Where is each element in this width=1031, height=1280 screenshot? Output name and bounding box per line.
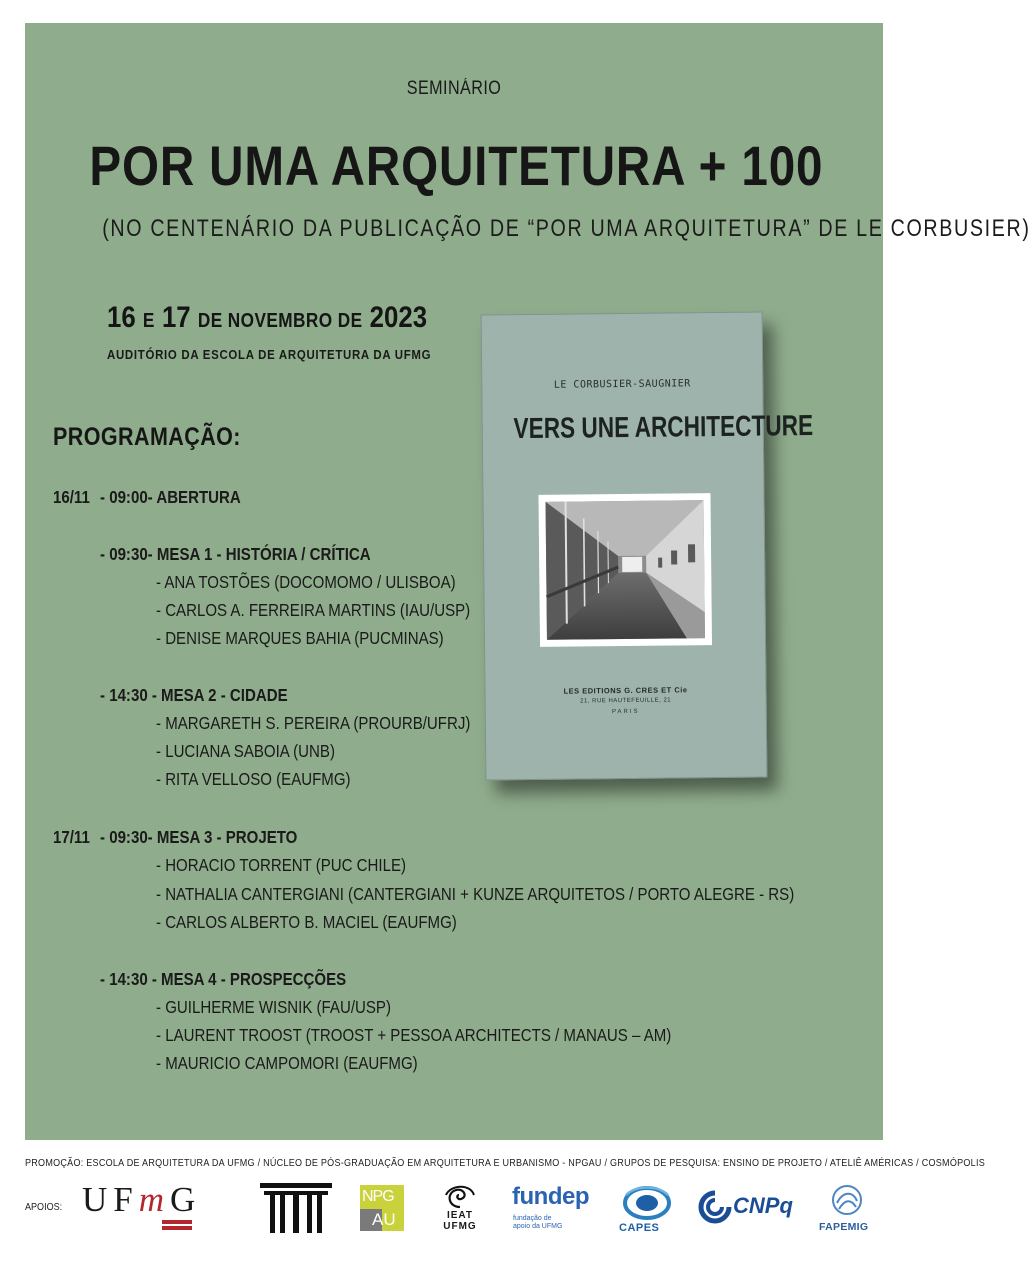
ufmg-letter: F <box>113 1180 139 1219</box>
day2-label: 17/11 <box>53 827 90 847</box>
date-day2: 17 <box>161 301 191 334</box>
ufmg-underline-mark <box>162 1218 192 1232</box>
fundep-subtitle-line: apoio da UFMG <box>513 1223 563 1230</box>
mesa2-speaker: - RITA VELLOSO (EAUFMG) <box>156 769 351 789</box>
poster-subtitle: (NO CENTENÁRIO DA PUBLICAÇÃO DE “POR UMA ARQUITETURA” DE LE CORBUSIER) <box>102 215 1031 242</box>
ieat-logo <box>440 1183 480 1235</box>
date-and: E <box>142 310 155 332</box>
mesa1-speaker: - DENISE MARQUES BAHIA (PUCMINAS) <box>156 628 444 648</box>
mesa4-speaker: - LAURENT TROOST (TROOST + PESSOA ARCHITECTS / MANAUS – AM) <box>156 1025 672 1045</box>
fundep-subtitle-line: fundação de <box>513 1215 552 1222</box>
ieat-spiral-icon <box>440 1183 480 1209</box>
capes-logo: CAPES <box>619 1222 660 1234</box>
promotion-line: PROMOÇÃO: ESCOLA DE ARQUITETURA DA UFMG / NÚCLEO DE PÓS-GRADUAÇÃO EM ARQUITETURA E URBANISMO - NPGAU / GRUPOS DE PESQUISA: ENSINO DE PROJETO / ATELIÊ AMÉRICAS / COSMÓPOLIS <box>25 1157 986 1169</box>
ufmg-letter: U <box>82 1180 114 1219</box>
book-title: VERS UNE ARCHITECTURE <box>513 410 814 446</box>
npgau-text-bottom: AU <box>372 1210 396 1229</box>
book-publisher: LES EDITIONS G. CRES ET Cie <box>563 685 688 696</box>
book-city: PARIS <box>611 708 640 716</box>
ufmg-logo <box>82 1180 201 1220</box>
mesa4-speaker: - MAURICIO CAMPOMORI (EAUFMG) <box>156 1053 418 1073</box>
mesa3-speaker: - HORACIO TORRENT (PUC CHILE) <box>156 855 407 875</box>
cnpq-logo: CNPq <box>733 1193 793 1218</box>
poster-title: POR UMA ARQUITETURA + 100 <box>89 134 824 197</box>
mesa2-speaker: - LUCIANA SABOIA (UNB) <box>156 741 335 761</box>
book-author: LE CORBUSIER-SAUGNIER <box>553 378 691 391</box>
book-address: 21, RUE HAUTEFEUILLE, 21 <box>580 697 672 705</box>
mesa1-title: - 09:30- MESA 1 - HISTÓRIA / CRÍTICA <box>100 544 371 564</box>
ufmg-letter: G <box>170 1180 202 1219</box>
opening-session: - 09:00- ABERTURA <box>100 487 241 507</box>
day1-label: 16/11 <box>53 487 90 507</box>
support-label: APOIOS: <box>25 1201 63 1213</box>
event-dates <box>107 301 427 335</box>
capes-emblem-icon <box>622 1183 672 1221</box>
mesa2-title: - 14:30 - MESA 2 - CIDADE <box>100 685 288 705</box>
program-heading: PROGRAMAÇÃO: <box>53 423 241 451</box>
mesa1-speaker: - ANA TOSTÕES (DOCOMOMO / ULISBOA) <box>156 572 456 592</box>
ieat-text: IEAT <box>446 1210 474 1221</box>
mesa2-speaker: - MARGARETH S. PEREIRA (PROURB/UFRJ) <box>156 713 471 733</box>
mesa3-speaker: - CARLOS ALBERTO B. MACIEL (EAUFMG) <box>156 912 457 932</box>
fapemig-logo: FAPEMIG <box>819 1221 869 1233</box>
date-day1: 16 <box>107 301 136 334</box>
book-cover-image <box>481 312 814 781</box>
date-month: DE NOVEMBRO DE <box>197 310 363 332</box>
corridor-photo <box>538 493 712 647</box>
mesa4-title: - 14:30 - MESA 4 - PROSPECÇÕES <box>100 969 347 989</box>
escola-arquitetura-logo <box>260 1183 332 1233</box>
date-year: 2023 <box>369 301 428 334</box>
ship-corridor-photo <box>546 500 705 640</box>
npgau-logo <box>360 1185 404 1231</box>
seminar-kicker: SEMINÁRIO <box>406 78 502 99</box>
fundep-logo: fundep <box>512 1183 589 1210</box>
mesa4-speaker: - GUILHERME WISNIK (FAU/USP) <box>156 997 391 1017</box>
event-venue: AUDITÓRIO DA ESCOLA DE ARQUITETURA DA UFMG <box>107 347 432 362</box>
cnpq-emblem-icon <box>698 1190 732 1224</box>
fundep-subtitle <box>513 1215 562 1231</box>
mesa3-speaker: - NATHALIA CANTERGIANI (CANTERGIANI + KUNZE ARQUITETOS / PORTO ALEGRE - RS) <box>156 884 795 904</box>
mesa3-title: - 09:30- MESA 3 - PROJETO <box>100 827 298 847</box>
ufmg-letter: m <box>138 1180 171 1219</box>
ieat-subtext: UFMG <box>443 1221 477 1232</box>
fapemig-emblem-icon <box>829 1183 865 1217</box>
npgau-text-top: NPG <box>362 1188 394 1205</box>
mesa1-speaker: - CARLOS A. FERREIRA MARTINS (IAU/USP) <box>156 600 471 620</box>
